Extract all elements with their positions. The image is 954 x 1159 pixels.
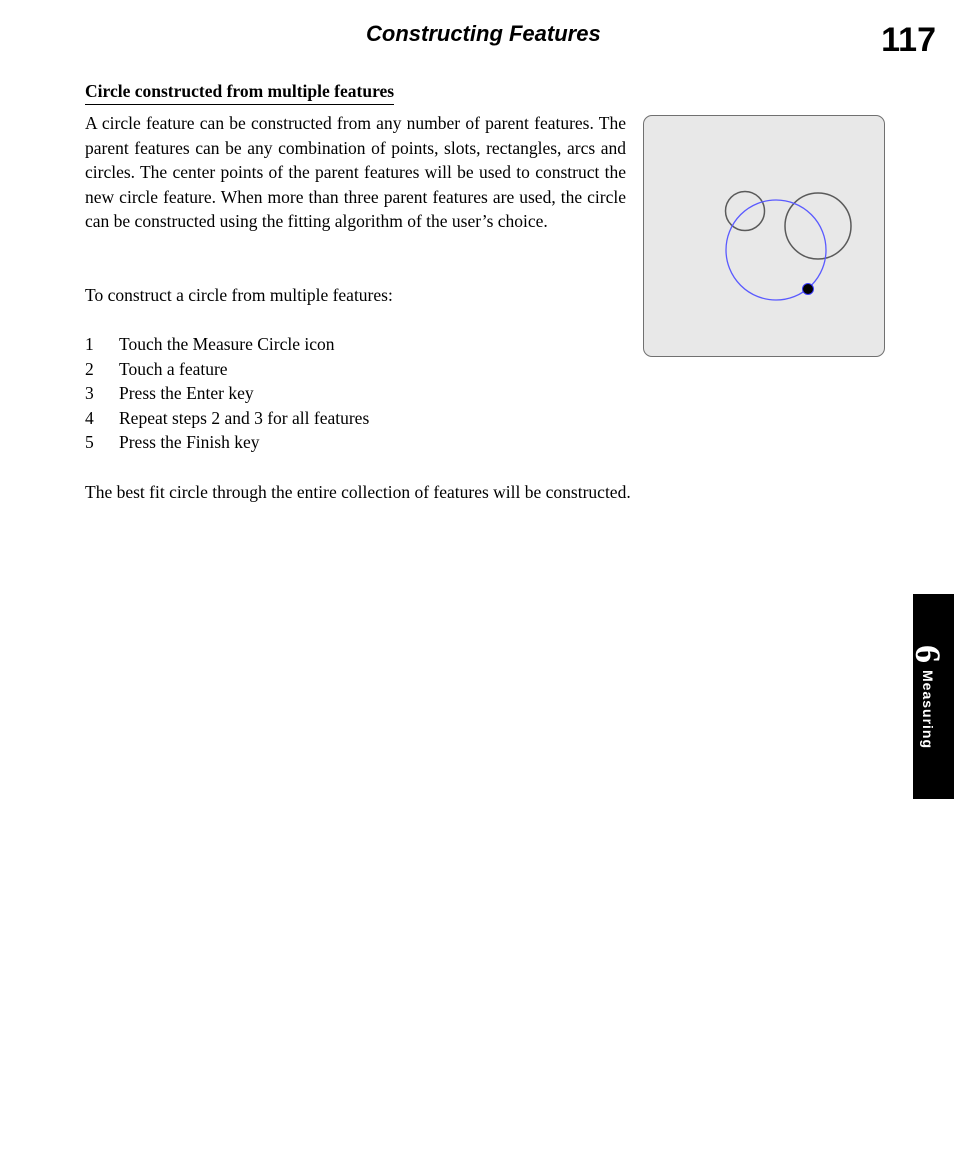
step-number: 5 [85,432,94,453]
list-item [85,406,369,431]
step-number: 1 [85,334,94,354]
instructions-lead: To construct a circle from multiple features: [85,285,393,305]
page-number: 117 [881,21,936,59]
list-item [85,381,369,406]
step-text: Press the Enter key [119,383,254,404]
chapter-tab [908,594,954,799]
parent-circle-large [785,193,851,259]
circle-diagram [643,115,885,357]
step-number: 4 [85,407,94,428]
point-feature-dot [802,283,813,294]
step-text: Repeat steps 2 and 3 for all features [119,407,370,428]
list-item [85,357,369,382]
steps-list [85,332,369,455]
step-text: Press the Finish key [119,432,260,453]
chapter-label: Measuring [920,670,936,750]
list-item [85,332,369,357]
step-text: Touch the Measure Circle icon [119,334,335,354]
list-item [85,430,369,455]
running-header-title: Constructing Features [366,21,601,46]
section-heading: Circle constructed from multiple features [85,80,394,105]
step-text: Touch a feature [119,358,228,379]
step-number: 2 [85,358,94,379]
chapter-number: 6 [908,645,948,663]
conclusion-paragraph: The best fit circle through the entire collection of features will be constructed. [85,482,631,502]
step-number: 3 [85,383,94,404]
circle-construction-figure [643,115,885,357]
intro-paragraph: A circle feature can be constructed from any number of parent features. The parent features can be any combination of points, slots, rectangles, arcs and circles. The center points of the parent features will be used to construct the new circle feature. When more than three parent features are used, the circle can be constructed using the fitting algorithm of the user’s choice. [85,113,626,232]
